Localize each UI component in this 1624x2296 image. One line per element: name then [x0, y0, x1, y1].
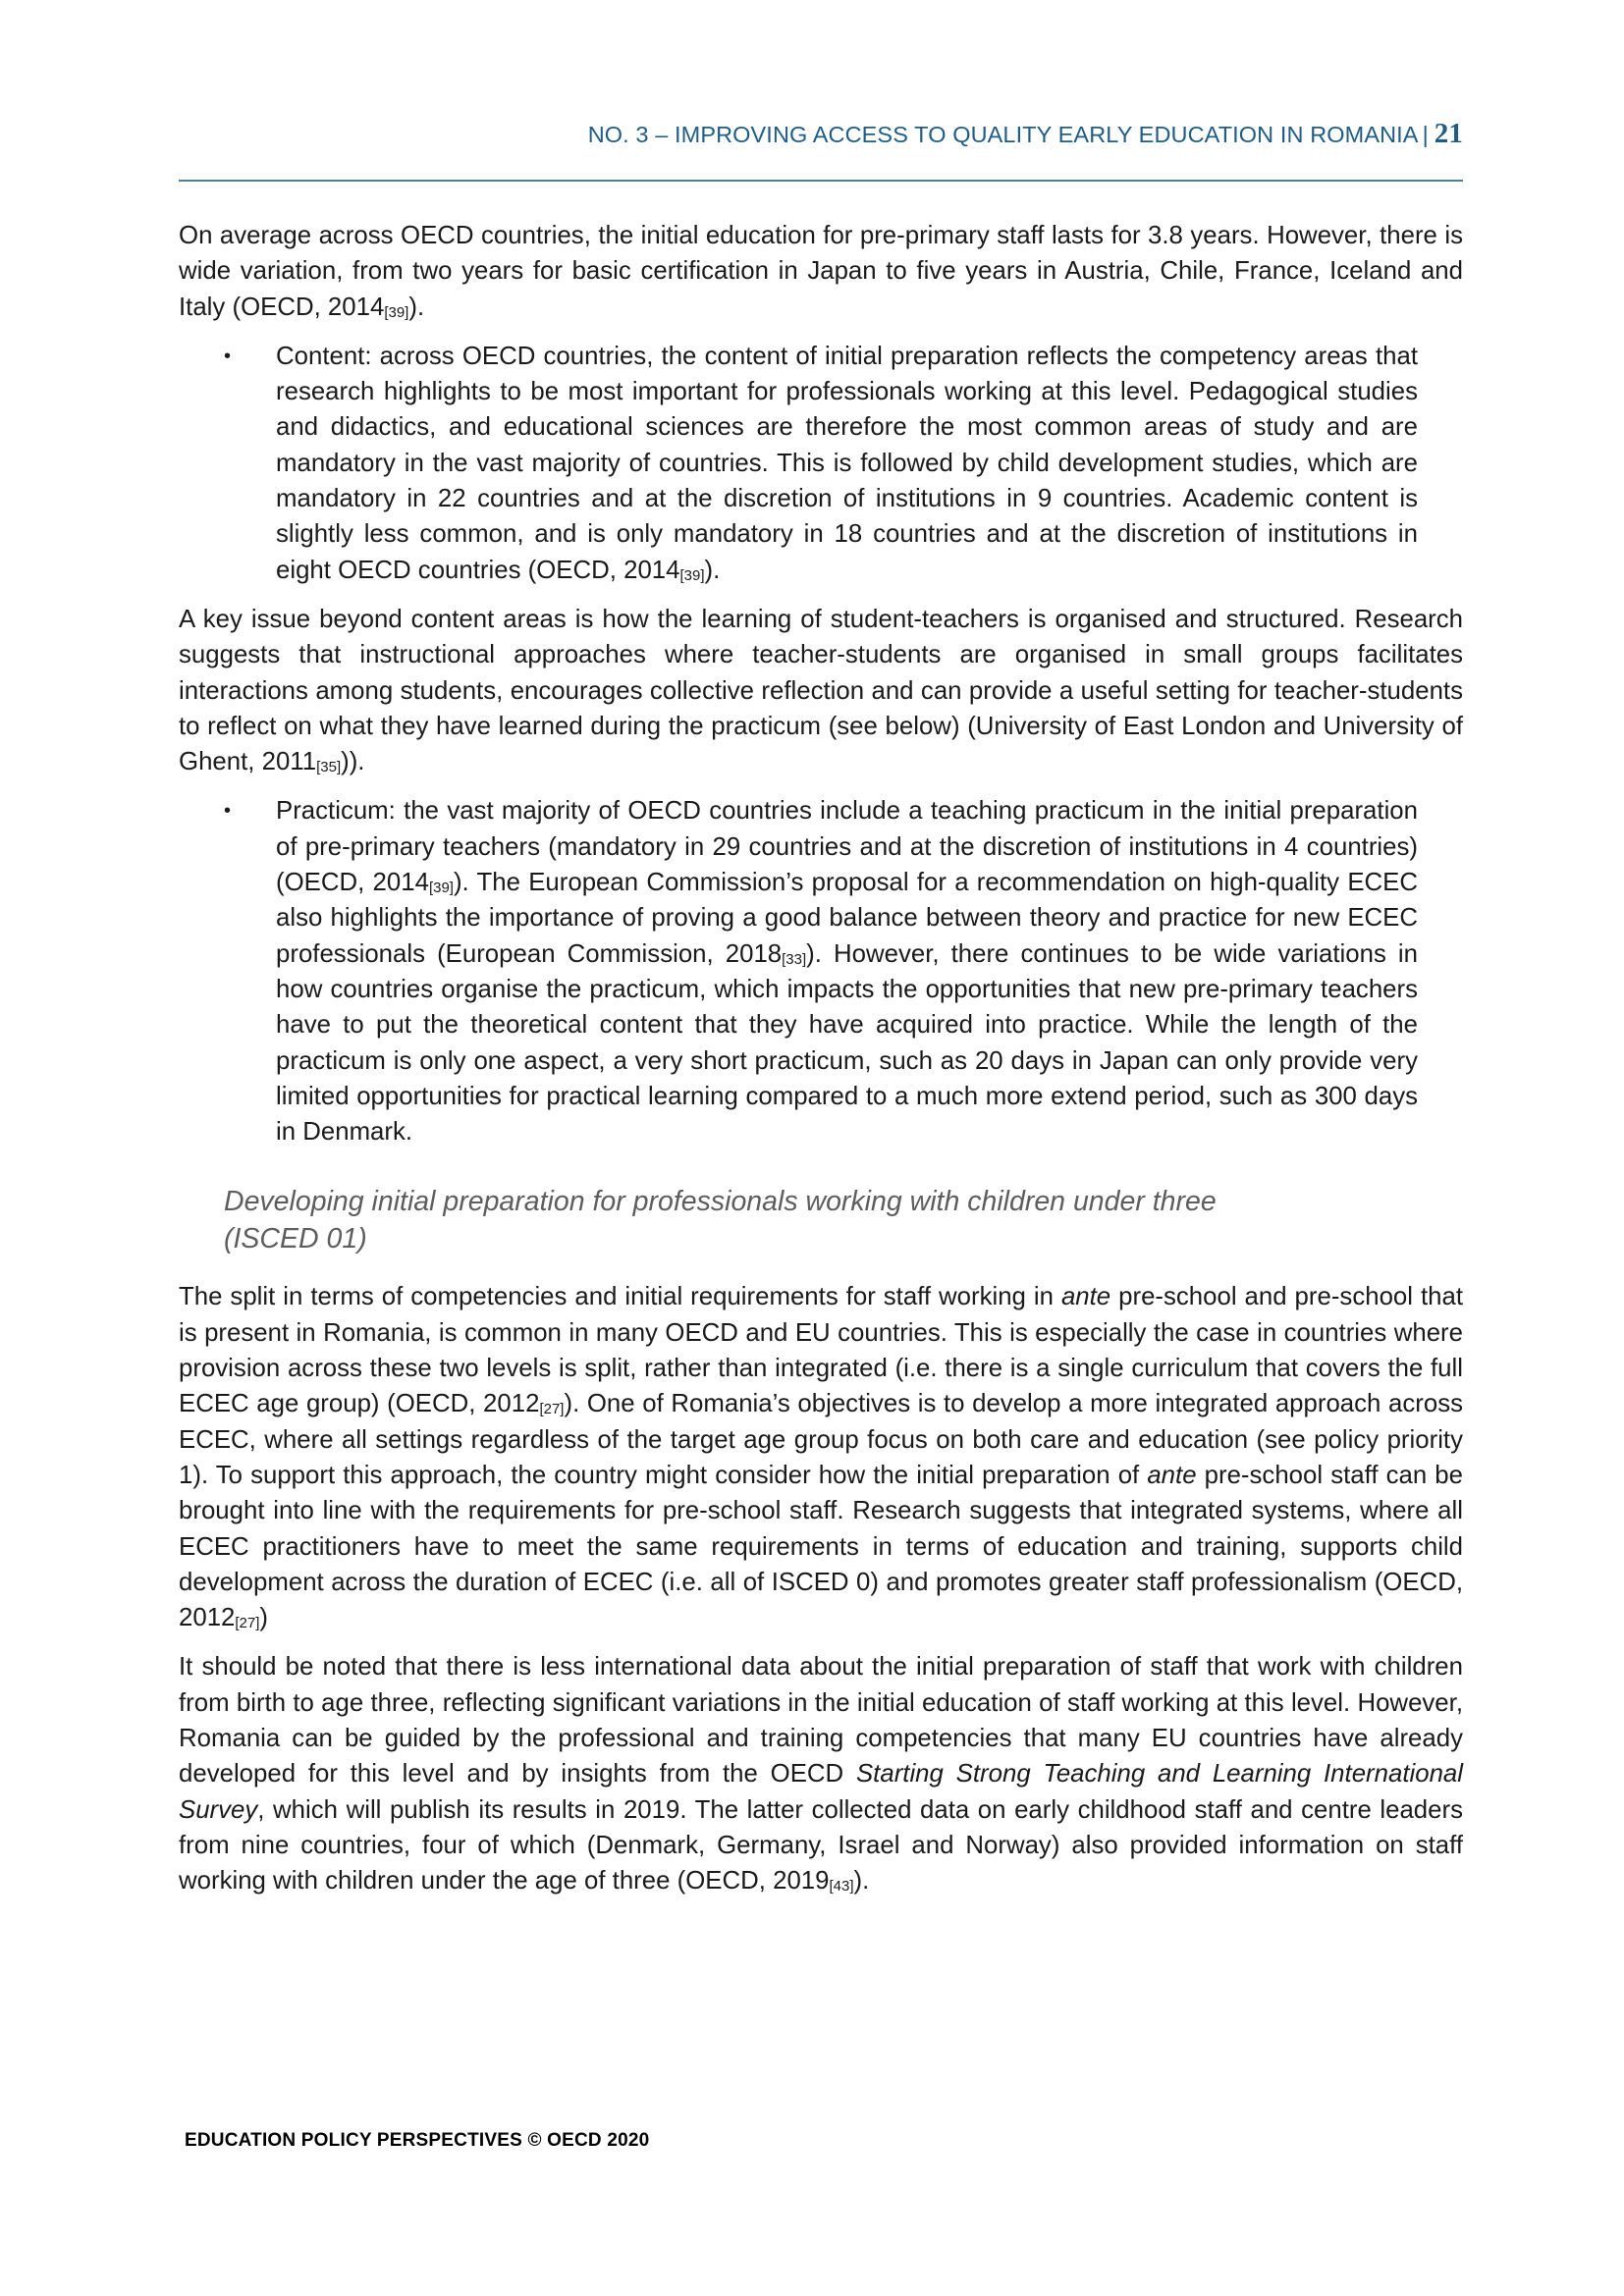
citation-ref: [39] — [384, 303, 409, 321]
citation-ref: [33] — [782, 950, 807, 968]
header-title: NO. 3 – IMPROVING ACCESS TO QUALITY EARLY EDUCATION IN ROMANIA — [587, 122, 1419, 147]
page-number: 21 — [1434, 118, 1463, 149]
page-footer: EDUCATION POLICY PERSPECTIVES © OECD 2020 — [185, 2130, 650, 2151]
bullet-list-content — [179, 339, 1463, 588]
section-subheading: Developing initial preparation for professionals working with children under three (ISCED 01) — [224, 1186, 1217, 1255]
header-separator: | — [1422, 122, 1429, 147]
citation-ref: [27] — [235, 1615, 260, 1632]
citation-ref: [35] — [316, 759, 342, 776]
paragraph-4: It should be noted that there is less international data about the initial preparation of staff that work with children from birth to age three, reflecting significant variations in the initial education of staff working at this level. However, Romania can be guided by the professional and training competencies that many EU countries have already developed for this level and by insights from the OECD Starting Strong Teaching and Learning International Survey, which will publish its results in 2019. The latter collected data on early childhood staff and centre leaders from nine countries, four of which (Denmark, Germany, Israel and Norway) also provided information on staff working with children under the age of three (OECD, $2019_{[43]}$). — [179, 1653, 1463, 1896]
bullet-list-practicum — [179, 793, 1463, 1149]
citation-ref: [39] — [679, 566, 705, 584]
citation-ref: [27] — [539, 1401, 565, 1418]
bullet-item-content: • Content: across OECD countries, the content of initial preparation reflects the competency areas that research highlights to be most important for professionals working at this level. Pedagogical studies and didactics, and educational sciences are therefore the most common areas of study and are mandatory in the vast majority of countries. This is followed by child development studies, which are mandatory in 22 countries and at the discretion of institutions in 9 countries. Academic content is slightly less common, and is only mandatory in 18 countries and at the discretion of institutions in eight OECD countries (OECD, $2014_{[39]}$). — [179, 339, 1463, 588]
paragraph-2: A key issue beyond content areas is how the learning of student-teachers is organised and structured. Research suggests that instructional approaches where teacher-students are organised in small groups facilitates interactions among students, encourages collective reflection and can provide a useful setting for teacher-students to reflect on what they have learned during the practicum (see below) (University of East London and University of Ghent, $2011_{[35]}$)). — [179, 605, 1463, 776]
header-rule — [179, 180, 1463, 182]
paragraph-1: On average across OECD countries, the initial education for pre-primary staff lasts for 3.8 years. However, there is wide variation, from two years for basic certification in Japan to five years in Austria, Chile, France, Iceland and Italy (OECD, $2014_{[39]}$). — [179, 222, 1463, 321]
citation-ref: [43] — [829, 1878, 854, 1896]
citation-ref: [39] — [428, 880, 454, 897]
page-body — [179, 218, 1463, 1912]
bullet-icon: • — [224, 800, 232, 823]
bullet-icon: • — [224, 345, 232, 367]
bullet-item-practicum: • Practicum: the vast majority of OECD countries include a teaching practicum in the initial preparation of pre-primary teachers (mandatory in 29 countries and at the discretion of institutions in 4 countries) (OECD, $2014_{[39]}$). The European Commission’s proposal for a recommendation on high-quality ECEC also highlights the importance of proving a good balance between theory and practice for new ECEC professionals (European Commission, $2018_{[33]}$). However, there continues to be wide variations in how countries organise the practicum, which impacts the opportunities that new pre-primary teachers have to put the theoretical content that they have acquired into practice. While the length of the practicum is only one aspect, a very short practicum, such as 20 days in Japan can only provide very limited opportunities for practical learning compared to a much more extend period, such as 300 days in Denmark. — [179, 793, 1463, 1149]
running-header — [179, 118, 1463, 150]
paragraph-3: The split in terms of competencies and initial requirements for staff working in ante pre-school and pre-school that is present in Romania, is common in many OECD and EU countries. This is especially the case in countries where provision across these two levels is split, rather than integrated (i.e. there is a single curriculum that covers the full ECEC age group) (OECD, $2012_{[27]}$). One of Romania’s objectives is to develop a more integrated approach across ECEC, where all settings regardless of the target age group focus on both care and education (see policy priority 1). To support this approach, the country might consider how the initial preparation of ante pre-school staff can be brought into line with the requirements for pre-school staff. Research suggests that integrated systems, where all ECEC practitioners have to meet the same requirements in terms of education and training, supports child development across the duration of ECEC (i.e. all of ISCED 0) and promotes greater staff professionalism (OECD, $2012_{[27]}$) — [179, 1283, 1463, 1632]
